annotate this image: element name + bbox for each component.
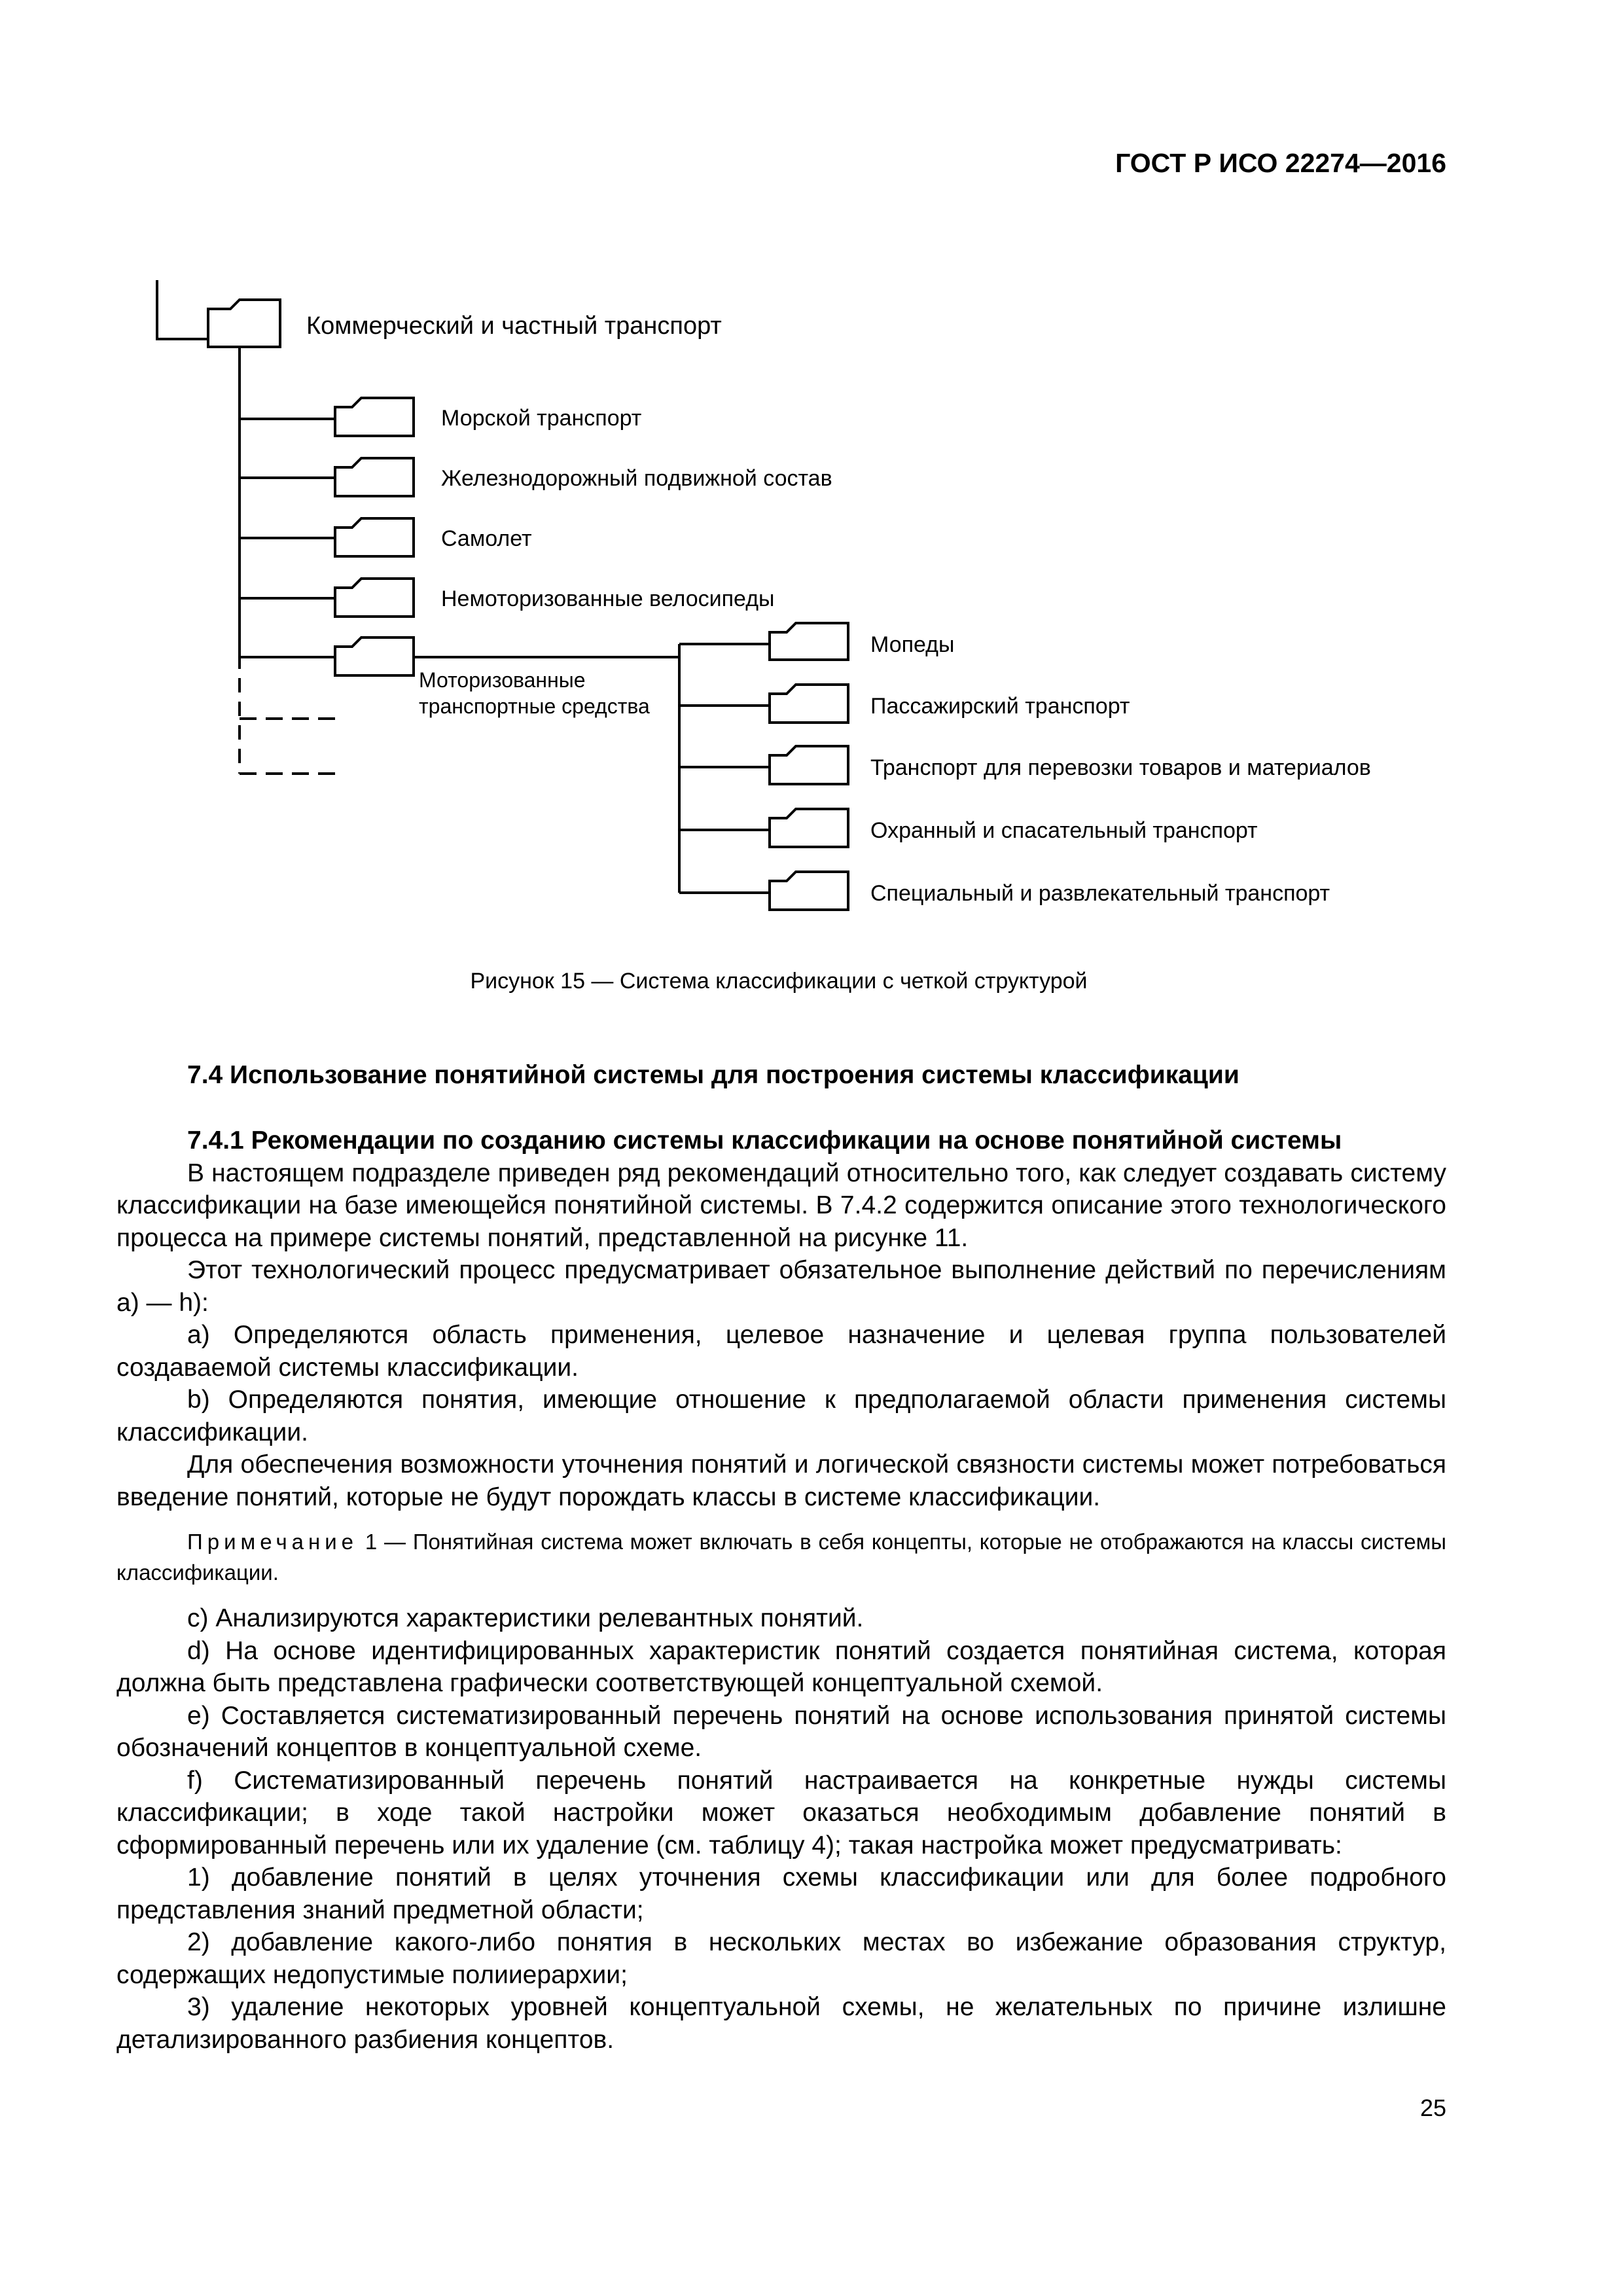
- subsection-heading: 7.4.1 Рекомендации по созданию системы классификации на основе понятийной системы: [187, 1126, 1342, 1155]
- node-icon-moped: [770, 623, 848, 660]
- motorized-label-line2: транспортные средства: [419, 694, 650, 718]
- list-item-f: f) Систематизированный перечень понятий настраивается на конкретные нужды системы классификации; в ходе такой настройки может оказаться необходимым добавление понятий в сформированный перечень или их удаление (см. таблицу 4); такая настройка может предусматривать:: [116, 1766, 1446, 1859]
- list-item-e: е) Составляется систематизированный перечень понятий на основе использования принятой системы обозначений концептов в концептуальной схеме.: [116, 1701, 1446, 1762]
- figure-caption: Рисунок 15 — Система классификации с четкой структурой: [470, 969, 1088, 994]
- classification-diagram: [0, 0, 1623, 942]
- node-icon-cargo: [770, 746, 848, 784]
- level1-label-rail: Железнодорожный подвижной состав: [441, 466, 832, 491]
- node-icon-rescue: [770, 809, 848, 847]
- list-item-b: b) Определяются понятия, имеющие отношение к предполагаемой области применения системы классификации.: [116, 1386, 1446, 1446]
- node-icon-marine: [335, 398, 414, 436]
- document-header: ГОСТ Р ИСО 22274—2016: [1115, 148, 1446, 178]
- root-label: Коммерческий и частный транспорт: [306, 312, 722, 340]
- motorized-label-line1: Моторизованные: [419, 668, 586, 692]
- page-number: 25: [1419, 2094, 1446, 2121]
- root-connector: [157, 280, 208, 339]
- node-icon-motorized: [335, 637, 414, 675]
- list-item-3: 3) удаление некоторых уровней концептуальной схемы, не желательных по причине излишне детализированного разбиения концептов.: [116, 1993, 1446, 2054]
- level2-label-moped: Мопеды: [870, 632, 955, 657]
- paragraph: Для обеспечения возможности уточнения понятий и логической связности системы может потребоваться введение понятий, которые не будут порождать классы в системе классификации.: [116, 1450, 1446, 1511]
- node-icon-rail: [335, 458, 414, 496]
- list-item-d: d) На основе идентифицированных характеристик понятий создается понятийная система, которая должна быть представлена графически соответствующей концептуальной схемой.: [116, 1636, 1446, 1697]
- level2-label-cargo: Транспорт для перевозки товаров и материалов: [870, 755, 1371, 780]
- root-node-icon: [208, 300, 280, 347]
- section-heading: 7.4 Использование понятийной системы для построения системы классификации: [187, 1061, 1240, 1089]
- node-icon-plane: [335, 518, 414, 556]
- paragraph: В настоящем подразделе приведен ряд рекомендаций относительно того, как следует создавать систему классификации на базе имеющейся понятийной системы. В 7.4.2 содержится описание этого технологического процесса на примере системы понятий, представленной на рисунке 11.: [116, 1158, 1446, 1252]
- node-icon-special: [770, 872, 848, 910]
- note-label: Примечание: [187, 1530, 359, 1554]
- note-text: 1 — Понятийная система может включать в себя концепты, которые не отображаются на классы системы классификации.: [116, 1530, 1446, 1585]
- section-body: [116, 1124, 1446, 2056]
- level2-label-rescue: Охранный и спасательный транспорт: [870, 818, 1258, 843]
- list-item-2: 2) добавление какого-либо понятия в нескольких местах во избежание образования структур, содержащих недопустимые полииерархии;: [116, 1928, 1446, 1989]
- node-icon-passenger: [770, 685, 848, 723]
- level2-label-passenger: Пассажирский транспорт: [870, 694, 1130, 719]
- level1-label-marine: Морской транспорт: [441, 406, 642, 431]
- note: [116, 1526, 1446, 1588]
- list-item-c: с) Анализируются характеристики релевантных понятий.: [187, 1604, 864, 1632]
- level1-label-bicycle: Немоторизованные велосипеды: [441, 586, 775, 611]
- level1-label-plane: Самолет: [441, 526, 532, 551]
- list-item-1: 1) добавление понятий в целях уточнения схемы классификации или для более подробного представления знаний предметной области;: [116, 1863, 1446, 1924]
- node-icon-bicycle: [335, 579, 414, 617]
- paragraph: Этот технологический процесс предусматривает обязательное выполнение действий по перечислениям а) — h):: [116, 1256, 1446, 1317]
- list-item-a: а) Определяются область применения, целевое назначение и целевая группа пользователей создаваемой системы классификации.: [116, 1321, 1446, 1382]
- level2-label-special: Специальный и развлекательный транспорт: [870, 881, 1330, 906]
